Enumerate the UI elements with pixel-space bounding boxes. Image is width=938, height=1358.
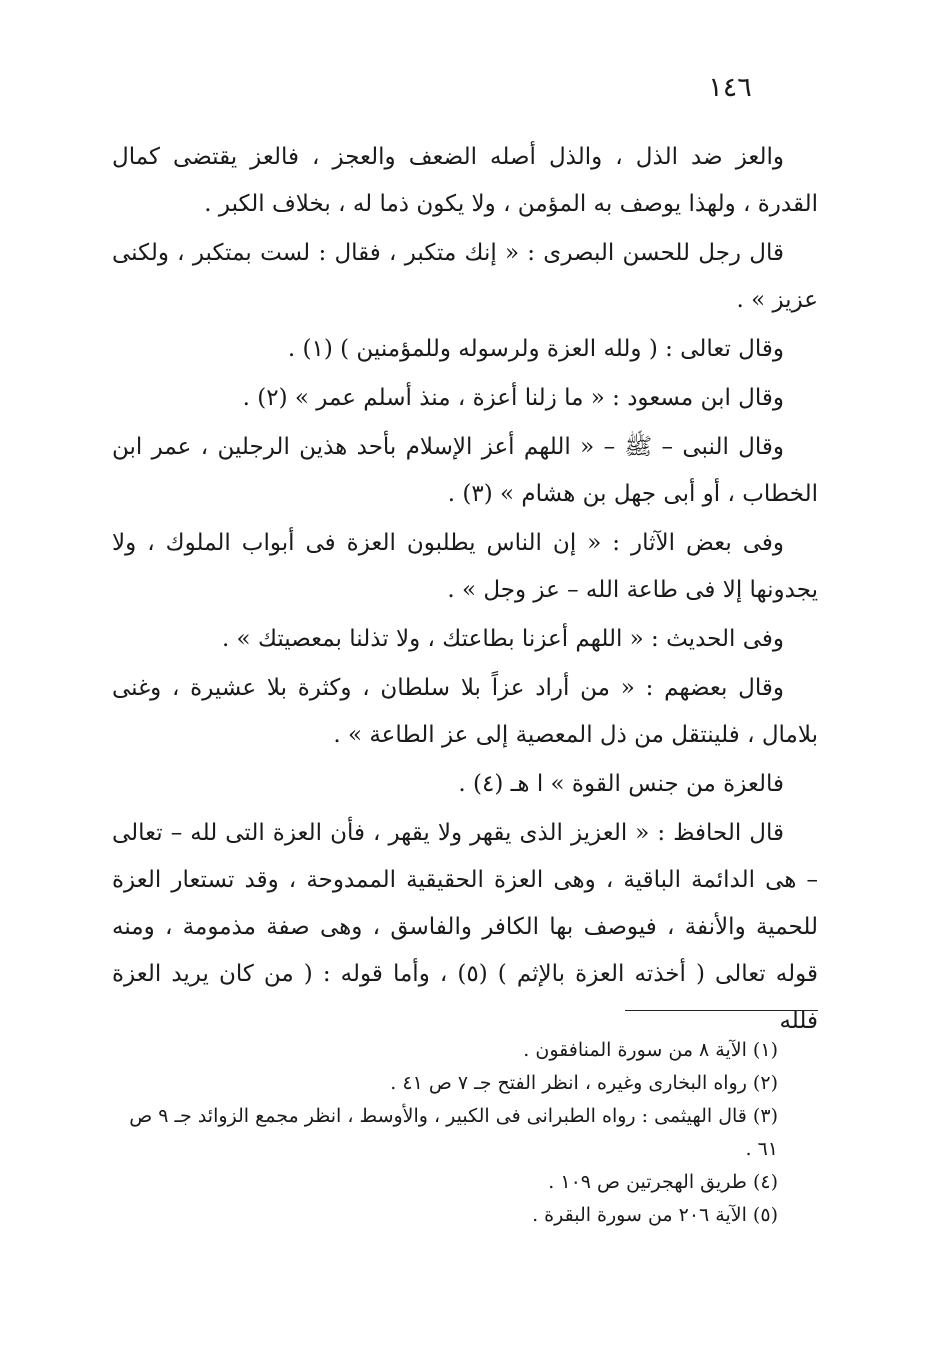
paragraph: وفى الحديث : « اللهم أعزنا بطاعتك ، ولا تذلنا بمعصيتك » . xyxy=(221,626,784,652)
paragraph: فالعزة من جنس القوة » ا هـ (٤) . xyxy=(458,771,784,797)
footnote: (٣) قال الهيثمى : رواه الطبرانى فى الكبير ، والأوسط ، انظر مجمع الزوائد جـ ٩ ص ٦١ . xyxy=(129,1105,778,1160)
footnotes xyxy=(112,1034,778,1232)
paragraph: وقال ابن مسعود : « ما زلنا أعزة ، منذ أسلم عمر » (٢) . xyxy=(242,385,784,411)
main-text xyxy=(112,134,818,1045)
paragraph: وقال تعالى : ( ولله العزة ولرسوله وللمؤمنين ) (١) . xyxy=(287,336,784,362)
paragraph: وقال النبى – ﷺ – « اللهم أعز الإسلام بأحد هذين الرجلين ، عمر ابن الخطاب ، أو أبى جهل بن هشام » (٣) . xyxy=(112,434,818,507)
paragraph: وفى بعض الآثار : « إن الناس يطلبون العزة فى أبواب الملوك ، ولا يجدونها إلا فى طاعة الله – عز وجل » . xyxy=(112,530,818,603)
footnote: (٢) رواه البخارى وغيره ، انظر الفتح جـ ٧ ص ٤١ . xyxy=(390,1072,778,1094)
footnote: (٥) الآية ٢٠٦ من سورة البقرة . xyxy=(532,1204,778,1226)
footnote-divider xyxy=(625,1010,818,1011)
paragraph: قال الحافظ : « العزيز الذى يقهر ولا يقهر ، فأن العزة التى لله – تعالى – هى الدائمة الباقية ، وهى العزة الحقيقية الممدوحة ، وقد تستعار العزة للحمية والأنفة ، فيوصف بها الكافر والفاسق ، وهى صفة مذمومة ، ومنه قوله تعالى ( أخذته العزة بالإثم ) (٥) ، وأما قوله : ( من كان يريد العزة فلله xyxy=(112,820,818,1034)
footnote: (٤) طريق الهجرتين ص ١٠٩ . xyxy=(548,1171,778,1193)
paragraph: وقال بعضهم : « من أراد عزاً بلا سلطان ، وكثرة بلا عشيرة ، وغنى بلامال ، فلينتقل من ذل المعصية إلى عز الطاعة » . xyxy=(112,675,818,748)
page-number: ١٤٦ xyxy=(708,72,752,103)
footnote: (١) الآية ٨ من سورة المنافقون . xyxy=(523,1039,778,1061)
paragraph: والعز ضد الذل ، والذل أصله الضعف والعجز ، فالعز يقتضى كمال القدرة ، ولهذا يوصف به المؤمن ، ولا يكون ذما له ، بخلاف الكبر . xyxy=(112,144,818,217)
paragraph: قال رجل للحسن البصرى : « إنك متكبر ، فقال : لست بمتكبر ، ولكنى عزيز » . xyxy=(112,240,818,313)
